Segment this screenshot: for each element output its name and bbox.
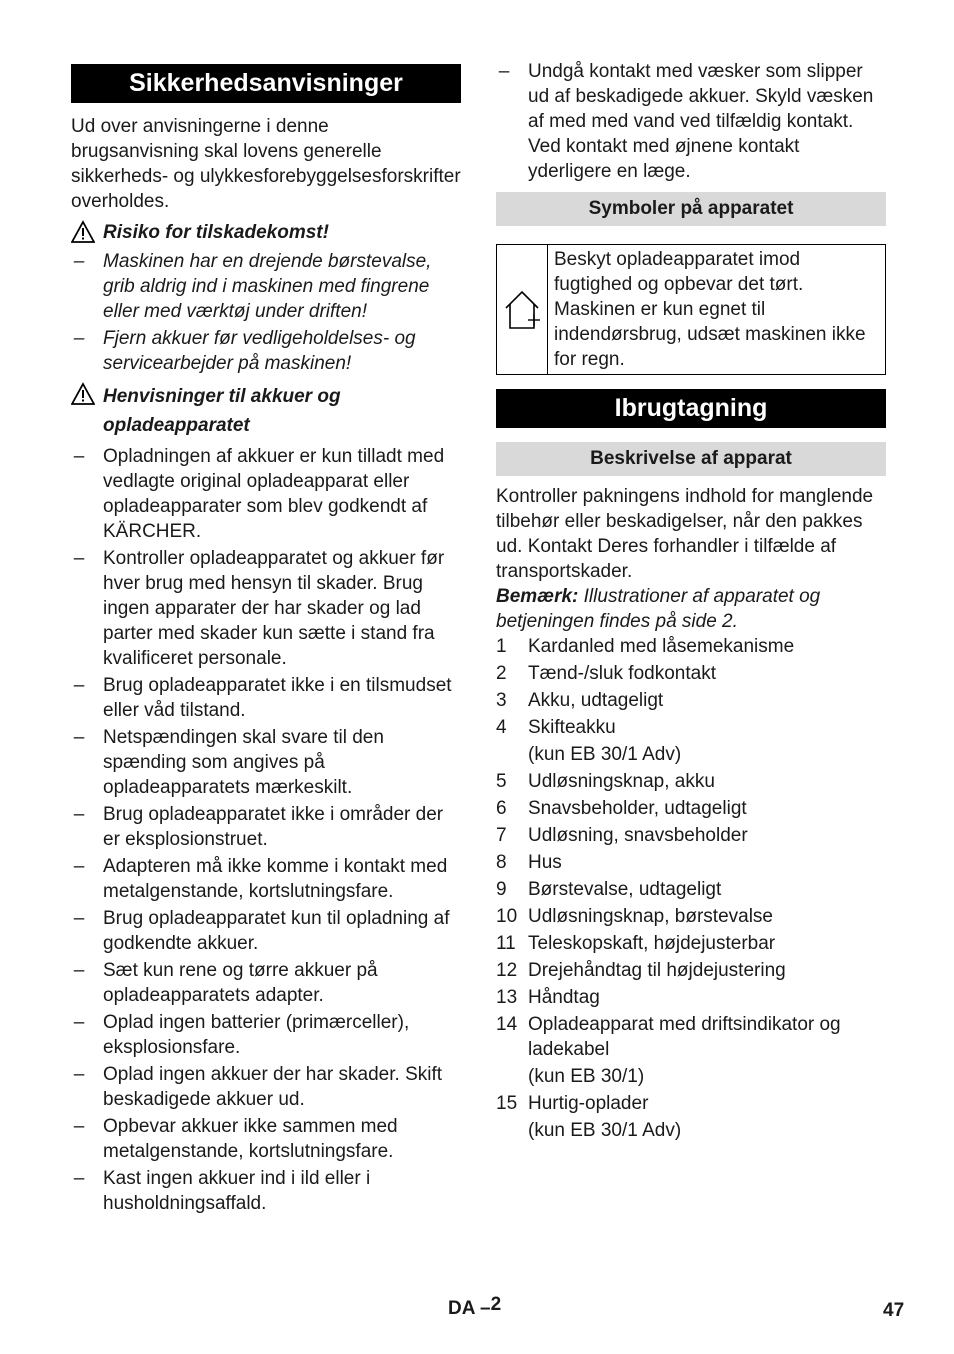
note-text: Illustrationer af apparatet og betjeningen findes på side 2. [496, 586, 821, 632]
list-item: – Opbevar akkuer ikke sammen med metalgenstande, kortslutningsfare. [73, 1116, 398, 1162]
warning-injury [71, 220, 461, 245]
list-item: – Kast ingen akkuer ind i ild eller i husholdningsaffald. [73, 1168, 371, 1214]
list-item: – Brug opladeapparatet kun til opladning af godkendte akkuer. [73, 908, 450, 954]
section-heading-description: Beskrivelse af apparat [496, 442, 886, 476]
list-item: 12 Drejehåndtag til højdejustering [496, 960, 786, 981]
right-column [496, 0, 886, 1145]
section-heading-safety: Sikkerhedsanvisninger [71, 64, 461, 103]
list-item: 15 Hurtig-oplader (kun EB 30/1 Adv) [496, 1093, 682, 1141]
section-heading-symbols: Symboler på apparatet [496, 192, 886, 226]
safety-intro: Ud over anvisningerne i denne brugsanvisning skal lovens generelle sikkerheds- og ulykkesforebyggelsesforskrifter overholdes. [71, 116, 461, 212]
list-item: – Sæt kun rene og tørre akkuer på opladeapparatets adapter. [73, 960, 378, 1006]
list-item: – Undgå kontakt med væsker som slipper ud af beskadigede akkuer. Skyld væsken af med med vand ved tilfældig kontakt. Ved kontakt med øjnene kontakt yderligere en læge. [498, 61, 874, 182]
list-item: – Netspændingen skal svare til den spænding som angives på opladeapparatets mærkeskilt. [73, 727, 384, 798]
note-paragraph [496, 584, 886, 634]
footer-lang: DA [448, 1298, 475, 1319]
left-column [71, 0, 461, 1218]
note-label: Bemærk: [496, 586, 579, 607]
list-item: 9 Børstevalse, udtageligt [496, 879, 722, 900]
warning-triangle-icon [71, 220, 95, 244]
list-item: – Opladningen af akkuer er kun tilladt med vedlagte original opladeapparat eller opladeapparater som blev godkendt af KÄRCHER. [73, 446, 445, 542]
list-item: – Adapteren må ikke komme i kontakt med metalgenstande, kortslutningsfare. [73, 856, 448, 902]
list-item: 5 Udløsningsknap, akku [496, 771, 715, 792]
list-item: – Brug opladeapparatet ikke i områder der er eksplosionstruet. [73, 804, 444, 850]
footer-section-label [448, 1296, 501, 1321]
warning-battery [71, 382, 461, 440]
list-item: – Oplad ingen batterier (primærceller), eksplosionsfare. [73, 1012, 410, 1058]
description-paragraph: Kontroller pakningens indhold for manglende tilbehør eller beskadigelser, når den pakkes ud. Kontakt Deres forhandler i tilfælde af transportskader. [496, 486, 874, 582]
page-number: 47 [883, 1300, 905, 1321]
warning-battery-title: Henvisninger til akkuer og opladeapparatet [103, 386, 341, 436]
injury-list [71, 249, 461, 376]
list-item: – Oplad ingen akkuer der har skader. Skift beskadigede akkuer ud. [73, 1064, 443, 1110]
list-item: 13 Håndtag [496, 987, 600, 1008]
symbol-cell [497, 245, 548, 374]
list-item: – Maskinen har en drejende børstevalse, grib aldrig ind i maskinen med fingrene eller med værktøj under driften! [73, 251, 432, 322]
footer-sep: – [480, 1298, 491, 1319]
warning-triangle-icon [71, 382, 95, 406]
list-item: 11 Teleskopskaft, højdejusterbar [496, 933, 776, 954]
list-item: 3 Akku, udtageligt [496, 690, 664, 711]
list-item: 1 Kardanled med låsemekanisme [496, 636, 795, 657]
list-item: 10 Udløsningsknap, børstevalse [496, 906, 773, 927]
symbol-description: Beskyt opladeapparatet imod fugtighed og opbevar det tørt. Maskinen er kun egnet til indendørsbrug, udsæt maskinen ikke for regn. [554, 249, 866, 370]
list-item: – Fjern akkuer før vedligeholdelses- og servicearbejder på maskinen! [73, 328, 416, 374]
list-item: 7 Udløsning, snavsbeholder [496, 825, 748, 846]
list-item: 14 Opladeapparat med driftsindikator og ladekabel (kun EB 30/1) [496, 1014, 841, 1087]
footer-section: 2 [490, 1294, 502, 1315]
list-item: – Brug opladeapparatet ikke i en tilsmudset eller våd tilstand. [73, 675, 452, 721]
section-heading-startup: Ibrugtagning [496, 389, 886, 428]
warning-injury-title: Risiko for tilskadekomst! [103, 222, 329, 243]
list-item: 8 Hus [496, 852, 562, 873]
list-item: 2 Tænd-/sluk fodkontakt [496, 663, 716, 684]
battery-list-continued [496, 59, 886, 184]
indoor-use-house-icon [502, 288, 542, 332]
list-item: – Kontroller opladeapparatet og akkuer før hver brug med hensyn til skader. Brug ingen apparater der har skader og lad parter med skader kun sætte i stand fra kvalificeret personale. [73, 548, 445, 669]
list-item: 6 Snavsbeholder, udtageligt [496, 798, 747, 819]
symbol-table [496, 244, 886, 375]
battery-list [71, 444, 461, 1216]
parts-list [496, 634, 886, 1143]
list-item: 4 Skifteakku (kun EB 30/1 Adv) [496, 717, 682, 765]
